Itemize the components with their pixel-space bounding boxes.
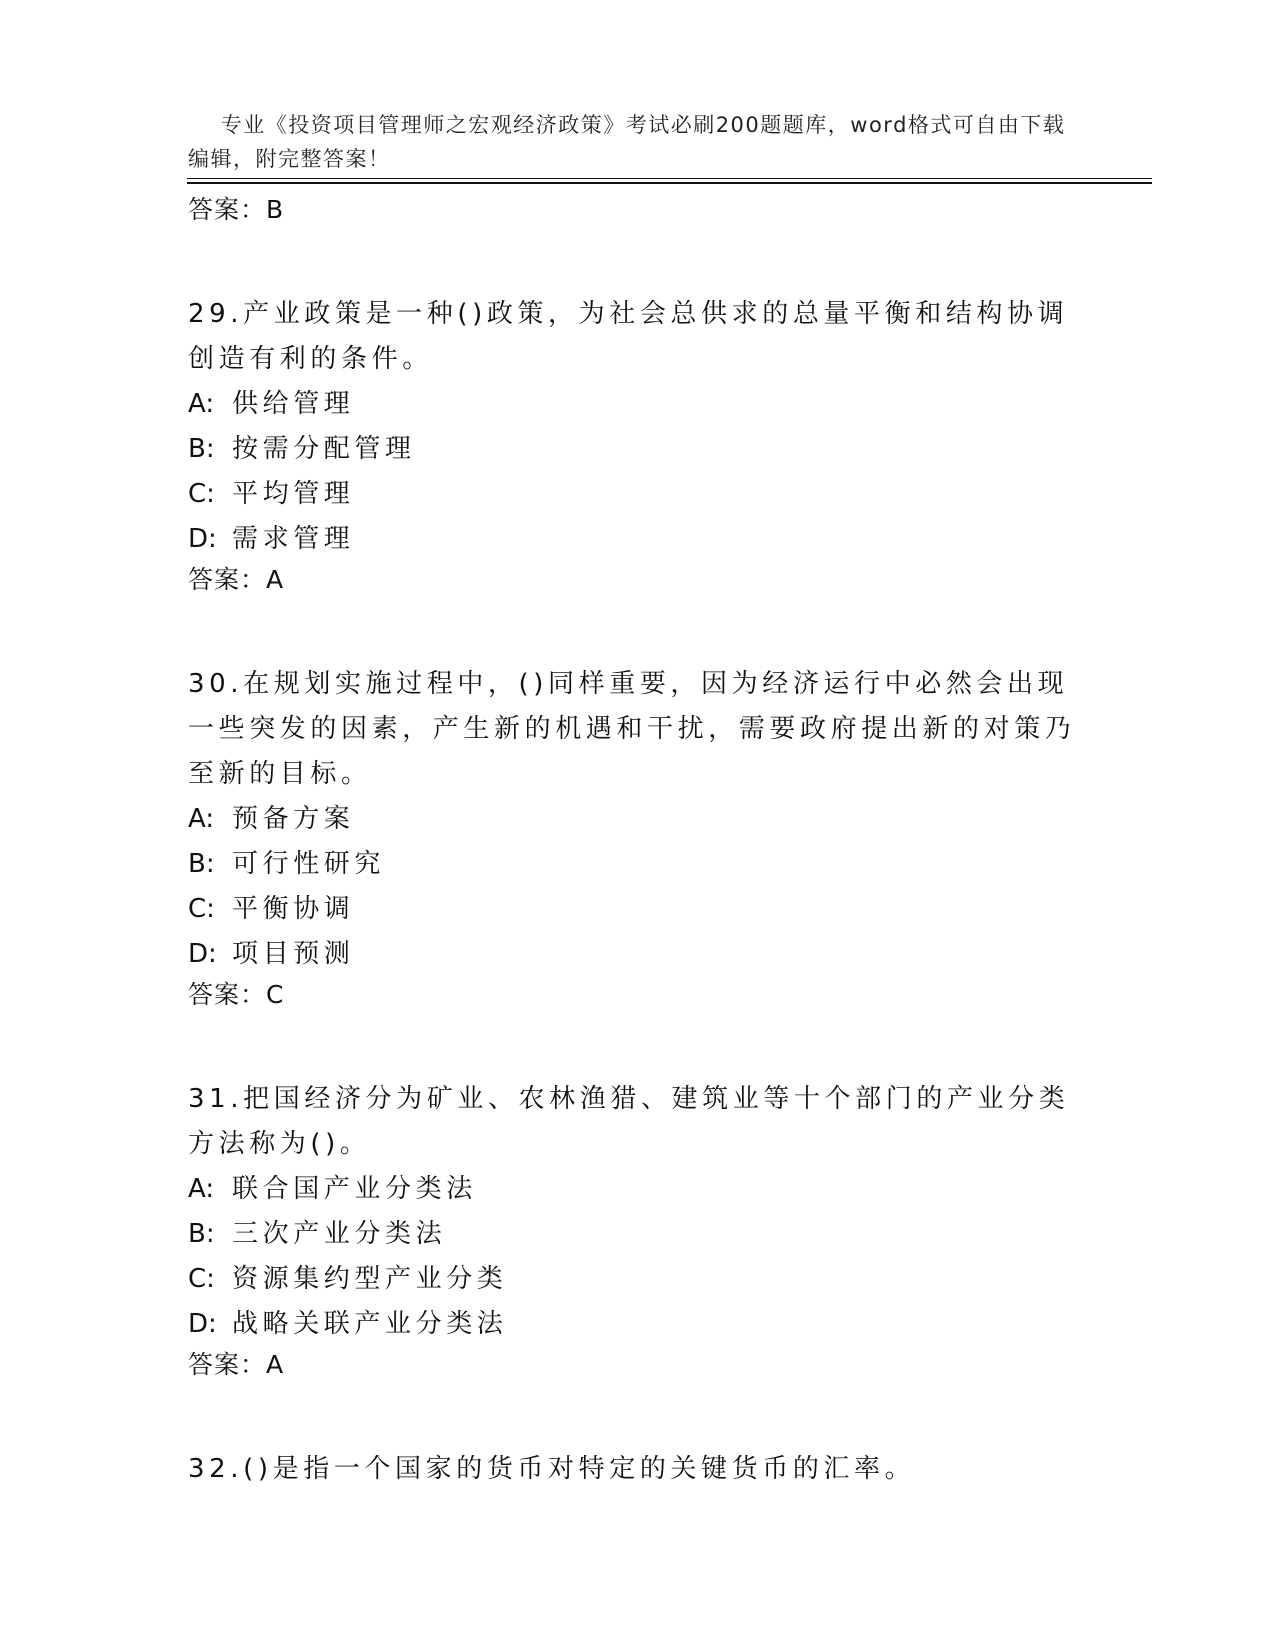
option-key: A:	[188, 1174, 215, 1204]
option-c	[188, 1257, 1088, 1302]
question-list	[188, 192, 1088, 1492]
option-key: B:	[188, 849, 215, 879]
question-block	[188, 1077, 1088, 1383]
question-block	[188, 292, 1088, 598]
answer-line: 答案：A	[188, 565, 285, 594]
option-text: 供给管理	[232, 389, 355, 419]
option-key: D:	[188, 524, 217, 554]
spacer	[188, 1383, 1088, 1447]
option-key: B:	[188, 434, 215, 464]
option-text: 可行性研究	[232, 849, 386, 879]
question-block	[188, 1447, 1088, 1492]
option-b	[188, 427, 1088, 472]
option-text: 项目预测	[232, 939, 355, 969]
option-d	[188, 932, 1088, 977]
option-key: A:	[188, 389, 215, 419]
option-text: 平衡协调	[232, 894, 355, 924]
option-key: A:	[188, 804, 215, 834]
answer-line: 答案：B	[188, 195, 285, 224]
header-divider-thick	[187, 182, 1152, 184]
question-text: 31.把国经济分为矿业、农林渔猎、建筑业等十个部门的产业分类方法称为()。	[188, 1084, 1070, 1159]
page-header	[188, 74, 1068, 210]
question-text: 32.()是指一个国家的货币对特定的关键货币的汇率。	[188, 1454, 916, 1484]
option-text: 平均管理	[232, 479, 355, 509]
answer-line: 答案：C	[188, 980, 285, 1009]
option-a	[188, 1167, 1088, 1212]
option-text: 需求管理	[232, 524, 355, 554]
option-a	[188, 382, 1088, 427]
question-block	[188, 662, 1088, 1013]
option-b	[188, 842, 1088, 887]
option-text: 预备方案	[232, 804, 355, 834]
option-c	[188, 472, 1088, 517]
option-b	[188, 1212, 1088, 1257]
header-divider-thin	[187, 178, 1152, 179]
option-key: D:	[188, 1309, 217, 1339]
option-text: 三次产业分类法	[232, 1219, 447, 1249]
option-text: 资源集约型产业分类	[232, 1264, 508, 1294]
header-text: 专业《投资项目管理师之宏观经济政策》考试必刷200题题库，word格式可自由下载编辑，附完整答案！	[188, 113, 1066, 171]
question-text: 29.产业政策是一种()政策，为社会总供求的总量平衡和结构协调创造有利的条件。	[188, 299, 1069, 374]
option-key: D:	[188, 939, 217, 969]
option-key: C:	[188, 894, 215, 924]
option-key: C:	[188, 1264, 215, 1294]
option-d	[188, 517, 1088, 562]
spacer	[188, 1013, 1088, 1077]
question-text: 30.在规划实施过程中，()同样重要，因为经济运行中必然会出现一些突发的因素，产生新的机遇和干扰，需要政府提出新的对策乃至新的目标。	[188, 669, 1076, 789]
option-key: C:	[188, 479, 215, 509]
option-key: B:	[188, 1219, 215, 1249]
option-text: 按需分配管理	[232, 434, 416, 464]
option-d	[188, 1302, 1088, 1347]
option-text: 战略关联产业分类法	[232, 1309, 508, 1339]
option-text: 联合国产业分类法	[232, 1174, 477, 1204]
option-c	[188, 887, 1088, 932]
spacer	[188, 598, 1088, 662]
answer-line: 答案：A	[188, 1350, 285, 1379]
option-a	[188, 797, 1088, 842]
spacer	[188, 228, 1088, 292]
